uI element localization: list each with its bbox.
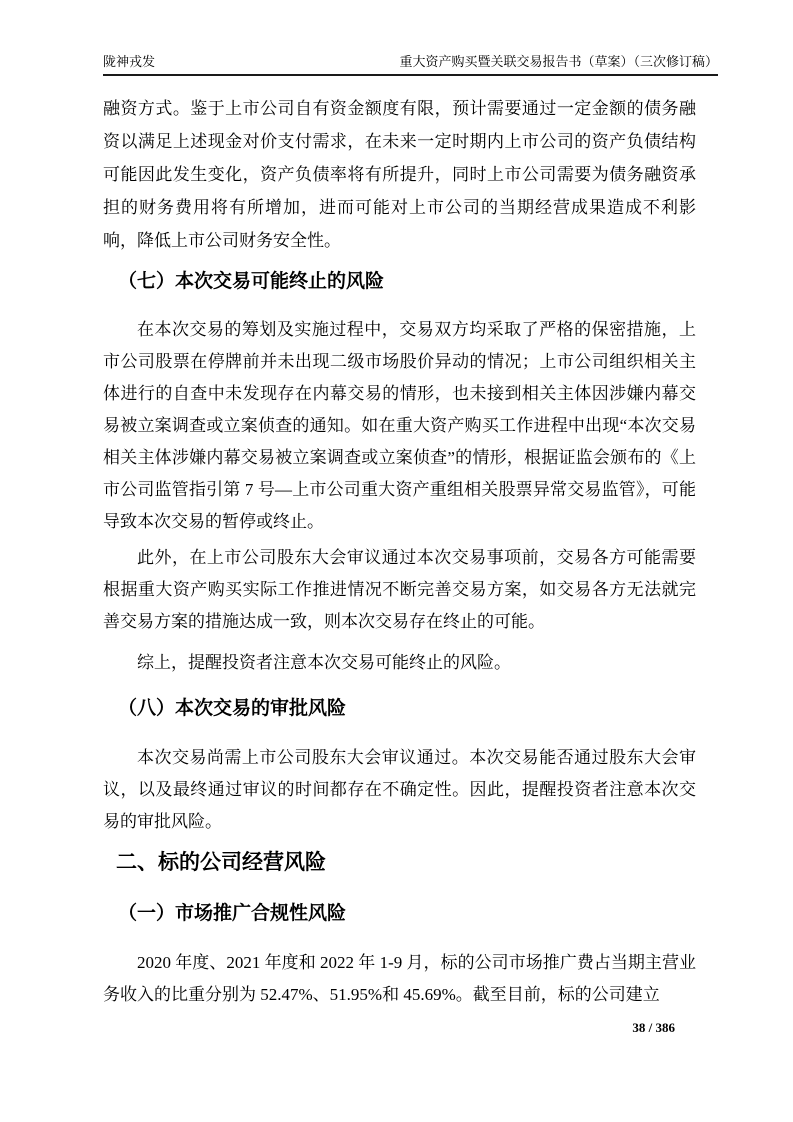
chapter-heading-two-operating-risk: 二、标的公司经营风险	[116, 851, 326, 874]
paragraph-termination-reminder: 综上，提醒投资者注意本次交易可能终止的风险。	[137, 653, 511, 672]
paragraph-marketing-expense-ratio: 2020 年度、2021 年度和 2022 年 1-9 月，标的公司市场推广费占当期主营业务收入的比重分别为 52.47%、51.95%和 45.69%。截至目前，标的公司建立	[103, 953, 696, 1004]
page-number: 38 / 386	[632, 1020, 675, 1035]
section-heading-one-marketing-compliance-risk: （一）市场推广合规性风险	[118, 903, 347, 924]
header-company-name: 陇神戎发	[103, 54, 156, 69]
header-report-title: 重大资产购买暨关联交易报告书（草案）（三次修订稿）	[399, 54, 718, 69]
paragraph-financing-continuation: 融资方式。鉴于上市公司自有资金额度有限，预计需要通过一定金额的债务融资以满足上述现金对价支付需求，在未来一定时期内上市公司的资产负债结构可能因此发生变化，资产负债率将有所提升，同时上市公司需要为债务融资承担的财务费用将有所增加，进而可能对上市公司的当期经营成果造成不利影响，降低上市公司财务安全性。	[103, 99, 696, 250]
paragraph-plan-improvement: 此外，在上市公司股东大会审议通过本次交易事项前，交易各方可能需要根据重大资产购买实际工作推进情况不断完善交易方案，如交易各方无法就完善交易方案的措施达成一致，则本次交易存在终止的可能。	[103, 548, 696, 631]
paragraph-insider-trading: 在本次交易的筹划及实施过程中，交易双方均采取了严格的保密措施，上市公司股票在停牌前并未出现二级市场股价异动的情况；上市公司组织相关主体进行的自查中未发现存在内幕交易的情形，也未接到相关主体因涉嫌内幕交易被立案调查或立案侦查的通知。如在重大资产购买工作进程中出现“本次交易相关主体涉嫌内幕交易被立案调查或立案侦查”的情形，根据证监会颁布的《上市公司监管指引第 7 号—上市公司重大资产重组相关股票异常交易监管》，可能导致本次交易的暂停或终止。	[103, 320, 696, 531]
paragraph-approval-risk: 本次交易尚需上市公司股东大会审议通过。本次交易能否通过股东大会审议，以及最终通过审议的时间都存在不确定性。因此，提醒投资者注意本次交易的审批风险。	[103, 748, 696, 831]
page-header	[103, 53, 718, 76]
section-heading-seven-termination-risk: （七）本次交易可能终止的风险	[118, 271, 385, 292]
section-heading-eight-approval-risk: （八）本次交易的审批风险	[118, 698, 347, 719]
